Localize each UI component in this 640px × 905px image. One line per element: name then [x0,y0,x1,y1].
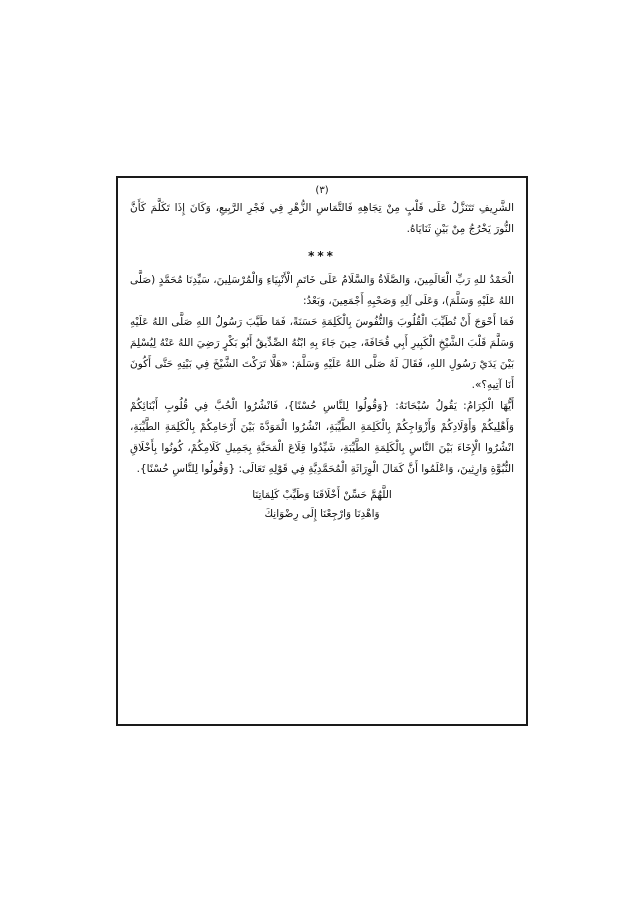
paragraph-abu-quhafa: فَمَا أَحْوَجَ أَنْ نُطَيِّبَ الْقُلُوبَ وَالنُّفُوسَ بِالْكَلِمَةِ حَسَنَةً، فَمَا طَيَّبَ رَسُولُ اللهِ صَلَّى اللهُ عَلَيْهِ وَسَلَّمَ قَلْبَ الشَّيْخِ الْكَبِيرِ أَبِي قُحَافَةَ، حِينَ جَاءَ بِهِ ابْنُهُ الصِّدِّيقُ أَبُو بَكْرٍ رَضِيَ اللهُ عَنْهُ لِيُسْلِمَ بَيْنَ يَدَيْ رَسُولِ اللهِ، فَقَالَ لَهُ صَلَّى اللهُ عَلَيْهِ وَسَلَّمَ: «هَلَّا تَرَكْتَ الشَّيْخَ فِي بَيْتِهِ حَتَّى أَكُونَ أَنَا آتِيهِ؟». [130,316,514,391]
document-frame [116,176,528,726]
section-separator: *** [308,249,336,263]
paragraph-kind-words: أَيُّهَا الْكِرَامُ: يَقُولُ سُبْحَانَهُ: {وَقُولُوا لِلنَّاسِ حُسْنًا}، فَانْشُرُوا الْحُبَّ فِي قُلُوبِ أَبْنَائِكُمْ وَأَهْلِيكُمْ وَأَوْلَادِكُمْ وَأَزْوَاجِكُمْ بِالْكَلِمَةِ الطَّيِّبَةِ، انْشُرُوا الْمَوَدَّةَ بَيْنَ أَرْحَامِكُمْ بِالْكَلِمَةِ الطَّيِّبَةِ، انْشُرُوا الْإِخَاءَ بَيْنَ النَّاسِ بِالْكَلِمَةِ الطَّيِّبَةِ، شَيِّدُوا قِلَاعَ الْمَحَبَّةِ بِجَمِيلِ كَلَامِكُمْ، كُونُوا بِأَخْلَاقِ النُّبُوَّةِ وَارِثِينَ، وَاعْلَمُوا أَنَّ كَمَالَ الْوِرَاثَةِ الْمُحَمَّدِيَّةِ فِي قَوْلِهِ تَعَالَى: {وَقُولُوا لِلنَّاسِ حُسْنًا}. [130,400,514,475]
page-number: (٣) [315,185,329,196]
dua-line-2: وَاهْدِنَا وَارْجِعْنَا إِلَى رِضْوَانِكَ [264,508,380,520]
paragraph-top-1: الشَّرِيفِ تَتَنَزَّلُ عَلَى قَلْبٍ مِنْ تِجَاهِهِ فَالتَّمَاسِ الزُّهْرِ فِي فَجْرِ الرَّبِيعِ، وَكَانَ إِذَا تَكَلَّمَ كَأَنَّ النُّورَ يَخْرُجُ مِنْ بَيْنِ ثَنَايَاهُ. [130,202,514,235]
dua-line-1: اللَّهُمَّ حَسِّنْ أَخْلَاقَنَا وَطَيِّبْ كَلِمَاتِنَا [252,489,392,501]
paragraph-intro: الْحَمْدُ للهِ رَبِّ الْعَالَمِينَ، وَالصَّلَاةُ وَالسَّلَامُ عَلَى خَاتَمِ الْأَنْبِيَاءِ وَالْمُرْسَلِينَ، سَيِّدِنَا مُحَمَّدٍ (صَلَّى اللهُ عَلَيْهِ وَسَلَّمَ)، وَعَلَى آلِهِ وَصَحْبِهِ أَجْمَعِينَ، وَبَعْدُ: [130,274,514,307]
